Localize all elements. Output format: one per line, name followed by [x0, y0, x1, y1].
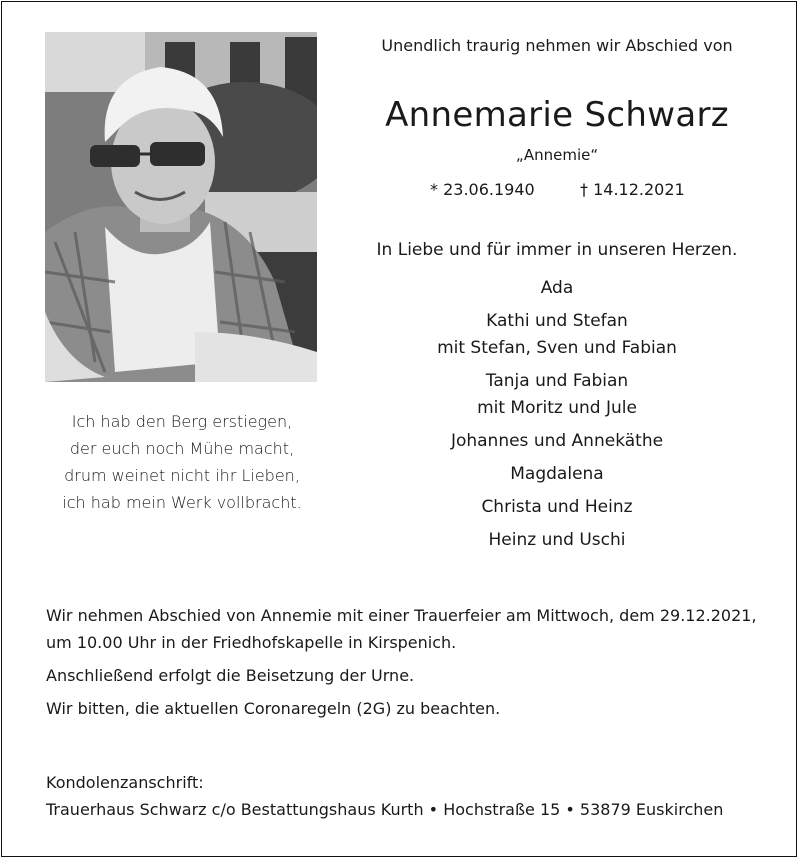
nickname: „Annemie“ — [515, 146, 599, 164]
family-member: Magdalena — [510, 464, 604, 484]
poem-line: Ich hab den Berg erstiegen, — [71, 412, 293, 431]
covid-paragraph: Wir bitten, die aktuellen Coronaregeln (2G) zu beachten. — [46, 699, 501, 718]
family-member: mit Moritz und Jule — [477, 398, 637, 418]
family-member: Tanja und Fabian — [485, 371, 629, 391]
poem-line: ich hab mein Werk vollbracht. — [62, 493, 302, 512]
family-member: Ada — [540, 278, 574, 298]
poem — [32, 408, 332, 516]
condolence-section — [46, 769, 776, 823]
condolence-address: Trauerhaus Schwarz c/o Bestattungshaus Kurth • Hochstraße 15 • 53879 Euskirchen — [46, 800, 724, 819]
portrait-photo — [45, 32, 317, 382]
birth-date: * 23.06.1940 — [430, 180, 535, 199]
love-line: In Liebe und für immer in unseren Herzen. — [376, 240, 738, 260]
death-date: † 14.12.2021 — [580, 180, 685, 199]
obituary-frame — [1, 1, 797, 857]
burial-paragraph: Anschließend erfolgt die Beisetzung der Urne. — [46, 666, 415, 685]
family-list — [337, 275, 777, 560]
family-member: Christa und Heinz — [481, 497, 633, 517]
family-member: Heinz und Uschi — [488, 530, 626, 550]
deceased-name: Annemarie Schwarz — [385, 95, 729, 135]
condolence-label: Kondolenzanschrift: — [46, 773, 204, 792]
family-group — [337, 428, 777, 455]
family-group — [337, 527, 777, 554]
family-group — [337, 308, 777, 362]
family-group — [337, 368, 777, 422]
ceremony-line: um 10.00 Uhr in der Friedhofskapelle in Kirspenich. — [46, 633, 457, 652]
family-group — [337, 275, 777, 302]
poem-line: drum weinet nicht ihr Lieben, — [64, 466, 300, 485]
family-member: mit Stefan, Sven und Fabian — [437, 338, 677, 358]
family-member: Kathi und Stefan — [486, 311, 628, 331]
family-member: Johannes und Annekäthe — [450, 431, 664, 451]
ceremony-paragraph — [46, 602, 776, 656]
ceremony-line: Wir nehmen Abschied von Annemie mit einer Trauerfeier am Mittwoch, dem 29.12.2021, — [46, 606, 757, 625]
ceremony-info — [46, 602, 776, 728]
family-group — [337, 461, 777, 488]
intro-text: Unendlich traurig nehmen wir Abschied von — [381, 36, 733, 55]
poem-line: der euch noch Mühe macht, — [69, 439, 295, 458]
family-group — [337, 494, 777, 521]
